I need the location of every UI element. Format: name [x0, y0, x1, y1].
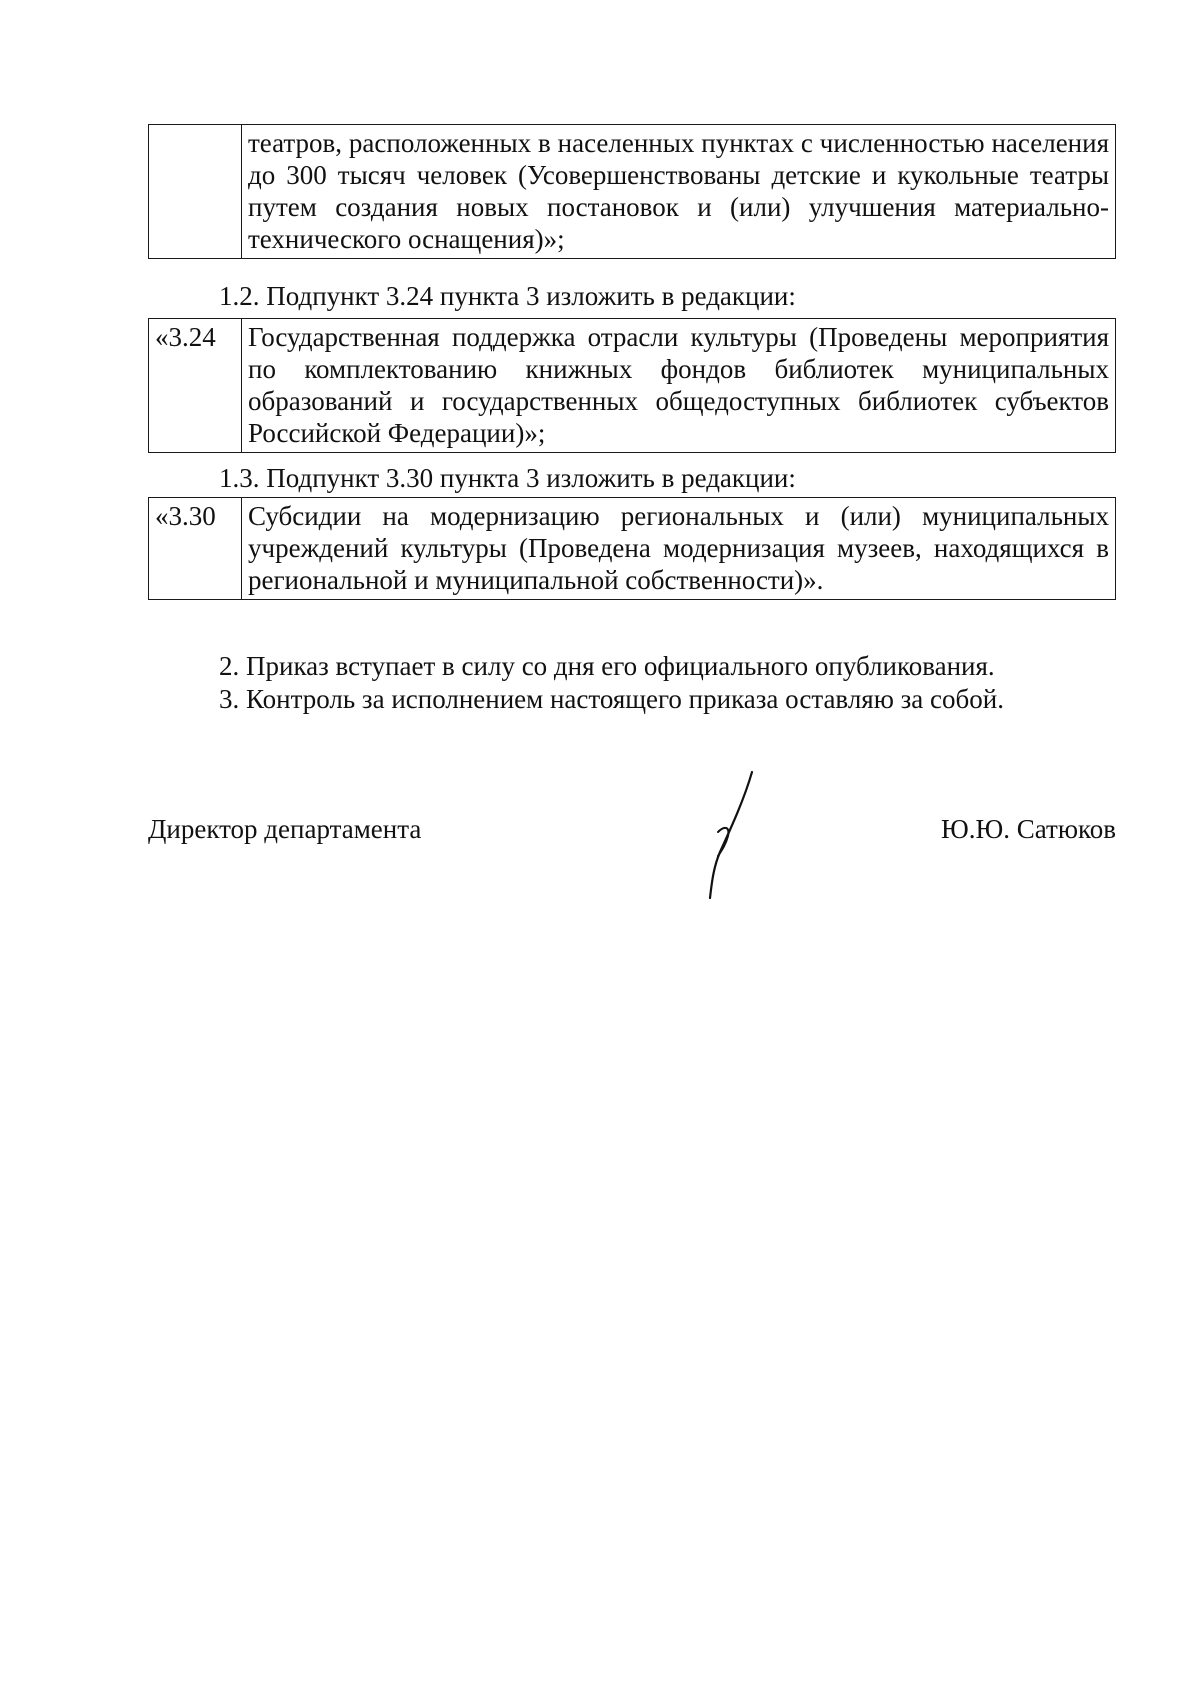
paragraph-3: 3. Контроль за исполнением настоящего приказа оставляю за собой.	[219, 684, 1004, 714]
signer-title: Директор департамента	[148, 814, 422, 844]
subpoint-1-2-heading: 1.2. Подпункт 3.24 пункта 3 изложить в редакции:	[219, 281, 796, 311]
item-number-cell: «3.24	[149, 319, 242, 453]
handwritten-signature	[700, 770, 770, 900]
amendment-table-continued	[148, 124, 1116, 259]
item-text-cell: театров, расположенных в населенных пунктах с численностью населения до 300 тысяч человек (Усовершенствованы детские и кукольные театры путем создания новых постановок и (или) улучшения материально-технического оснащения)»;	[242, 125, 1116, 259]
table-row	[149, 498, 1116, 600]
item-text-cell: Государственная поддержка отрасли культуры (Проведены мероприятия по комплектованию книжных фондов библиотек муниципальных образований и государственных общедоступных библиотек субъектов Российской Федерации)»;	[242, 319, 1116, 453]
item-number-cell: «3.30	[149, 498, 242, 600]
amendment-table-3-24	[148, 318, 1116, 453]
amendment-table-3-30	[148, 497, 1116, 600]
table-row	[149, 125, 1116, 259]
subpoint-1-3-heading: 1.3. Подпункт 3.30 пункта 3 изложить в редакции:	[219, 463, 796, 493]
paragraph-2: 2. Приказ вступает в силу со дня его официального опубликования.	[219, 651, 995, 681]
item-text-cell: Субсидии на модернизацию региональных и (или) муниципальных учреждений культуры (Проведена модернизация музеев, находящихся в региональной и муниципальной собственности)».	[242, 498, 1116, 600]
item-number-cell	[149, 125, 242, 259]
signer-name: Ю.Ю. Сатюков	[940, 814, 1116, 844]
table-row	[149, 319, 1116, 453]
